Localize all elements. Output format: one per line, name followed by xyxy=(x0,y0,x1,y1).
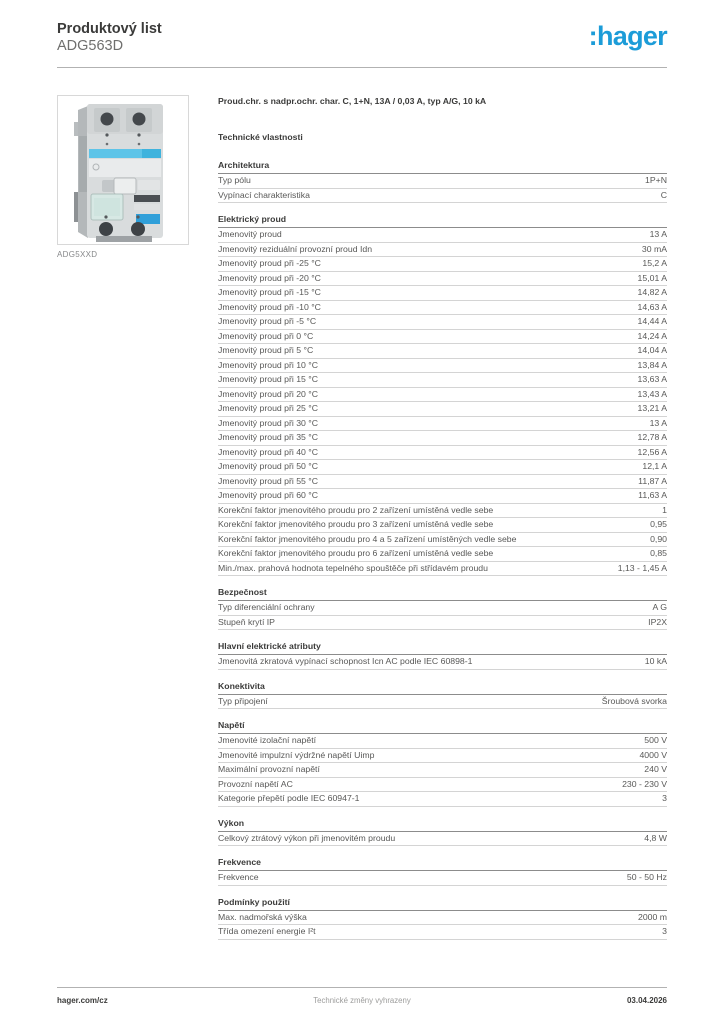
spec-value: 14,82 A xyxy=(637,287,667,297)
spec-row xyxy=(218,301,667,316)
spec-row xyxy=(218,344,667,359)
spec-label: Korekční faktor jmenovitého proudu pro 3 zařízení umístěná vedle sebe xyxy=(218,519,494,529)
spec-row xyxy=(218,749,667,764)
spec-row xyxy=(218,533,667,548)
section-rows xyxy=(218,871,667,886)
spec-label: Jmenovitý proud při 40 °C xyxy=(218,446,319,457)
spec-label: Frekvence xyxy=(218,872,259,882)
spec-label: Jmenovitý proud při 30 °C xyxy=(218,417,319,428)
spec-label: Korekční faktor jmenovitého proudu pro 6 zařízení umístěná vedle sebe xyxy=(218,548,494,558)
spec-section xyxy=(218,160,667,203)
spec-row xyxy=(218,315,667,330)
product-image-column xyxy=(57,95,191,259)
spec-row xyxy=(218,763,667,778)
spec-value: 15,2 A xyxy=(642,258,667,268)
spec-label: Jmenovitý proud při 20 °C xyxy=(218,388,319,399)
spec-value: 15,01 A xyxy=(637,272,667,283)
section-heading: Architektura xyxy=(218,160,667,174)
spec-label: Vypínací charakteristika xyxy=(218,189,310,200)
spec-row xyxy=(218,547,667,562)
spec-label: Stupeň krytí IP xyxy=(218,616,275,627)
spec-value: 240 V xyxy=(644,764,667,774)
spec-label: Typ připojení xyxy=(218,695,268,706)
spec-label: Jmenovitý proud při -15 °C xyxy=(218,287,321,297)
product-image xyxy=(57,95,189,245)
section-rows xyxy=(218,174,667,203)
section-rows xyxy=(218,734,667,807)
spec-value: 14,63 A xyxy=(637,301,667,312)
spec-label: Jmenovitý reziduální provozní proud Idn xyxy=(218,243,373,254)
spec-row xyxy=(218,174,667,189)
spec-value: 13 A xyxy=(649,417,667,428)
footer-divider xyxy=(57,987,667,988)
product-code: ADG563D xyxy=(57,38,124,54)
spec-content xyxy=(218,96,667,940)
spec-value: 1P+N xyxy=(645,175,667,185)
spec-row xyxy=(218,431,667,446)
section-rows xyxy=(218,601,667,630)
spec-value: 11,87 A xyxy=(638,475,667,486)
spec-label: Korekční faktor jmenovitého proudu pro 4 a 5 zařízení umístěných vedle sebe xyxy=(218,533,517,544)
section-heading: Frekvence xyxy=(218,857,667,871)
section-rows xyxy=(218,911,667,940)
spec-label: Jmenovitá zkratová vypínací schopnost Icn AC podle IEC 60898-1 xyxy=(218,656,473,666)
spec-label: Min./max. prahová hodnota tepelného spouštěče při střídavém proudu xyxy=(218,562,488,573)
spec-value: 3 xyxy=(662,926,667,936)
spec-row xyxy=(218,601,667,616)
spec-row xyxy=(218,655,667,670)
spec-label: Třída omezení energie I²t xyxy=(218,926,316,936)
tech-properties-title: Technické vlastnosti xyxy=(218,132,303,142)
spec-row xyxy=(218,871,667,886)
spec-row xyxy=(218,562,667,577)
circuit-breaker-illustration xyxy=(58,96,188,244)
spec-row xyxy=(218,460,667,475)
spec-label: Typ diferenciální ochrany xyxy=(218,602,315,612)
spec-label: Jmenovitý proud při 60 °C xyxy=(218,490,319,500)
spec-label: Jmenovitý proud xyxy=(218,229,282,239)
page-footer xyxy=(57,996,667,1005)
spec-row xyxy=(218,417,667,432)
spec-value: 11,63 A xyxy=(638,490,667,500)
spec-value: 14,44 A xyxy=(637,316,667,326)
section-heading: Bezpečnost xyxy=(218,587,667,601)
spec-label: Korekční faktor jmenovitého proudu pro 2 zařízení umístěná vedle sebe xyxy=(218,504,494,515)
hager-logo: :hager xyxy=(588,21,667,51)
spec-section xyxy=(218,857,667,886)
spec-section xyxy=(218,641,667,670)
section-heading: Hlavní elektrické atributy xyxy=(218,641,667,655)
spec-row xyxy=(218,286,667,301)
spec-row xyxy=(218,832,667,847)
spec-row xyxy=(218,925,667,940)
spec-value: 12,78 A xyxy=(637,432,667,442)
spec-row xyxy=(218,489,667,504)
spec-section xyxy=(218,587,667,630)
spec-label: Jmenovitý proud při -25 °C xyxy=(218,258,321,268)
spec-value: 4,8 W xyxy=(644,832,667,843)
spec-label: Typ pólu xyxy=(218,175,251,185)
section-heading: Elektrický proud xyxy=(218,214,667,228)
spec-value: 1,13 - 1,45 A xyxy=(617,562,667,573)
spec-label: Jmenovitý proud při 35 °C xyxy=(218,432,319,442)
spec-label: Jmenovitý proud při -20 °C xyxy=(218,272,321,283)
spec-label: Provozní napětí AC xyxy=(218,778,293,789)
section-heading: Podmínky použití xyxy=(218,897,667,911)
spec-label: Jmenovitý proud při 15 °C xyxy=(218,374,319,384)
spec-row xyxy=(218,330,667,345)
product-description: Proud.chr. s nadpr.ochr. char. C, 1+N, 13A / 0,03 A, typ A/G, 10 kA xyxy=(218,96,487,106)
spec-row xyxy=(218,518,667,533)
spec-row xyxy=(218,359,667,374)
spec-row xyxy=(218,475,667,490)
product-image-caption: ADG5XXD xyxy=(57,250,98,259)
spec-label: Jmenovité izolační napětí xyxy=(218,735,317,745)
section-rows xyxy=(218,832,667,847)
spec-value: 0,85 xyxy=(650,548,667,558)
section-heading: Výkon xyxy=(218,818,667,832)
spec-value: C xyxy=(660,189,667,200)
spec-label: Jmenovitý proud při 50 °C xyxy=(218,461,319,471)
spec-value: A G xyxy=(652,602,667,612)
footer-disclaimer: Technické změny vyhrazeny xyxy=(313,996,411,1005)
spec-section xyxy=(218,818,667,847)
spec-row xyxy=(218,272,667,287)
spec-label: Jmenovitý proud při -5 °C xyxy=(218,316,317,326)
spec-value: 4000 V xyxy=(639,749,667,760)
spec-value: 230 - 230 V xyxy=(622,778,667,789)
spec-section xyxy=(218,720,667,807)
spec-value: 13 A xyxy=(649,229,667,239)
header-divider xyxy=(57,67,667,68)
spec-row xyxy=(218,402,667,417)
footer-date: 03.04.2026 xyxy=(626,996,667,1005)
spec-row xyxy=(218,446,667,461)
spec-row xyxy=(218,695,667,710)
spec-value: 500 V xyxy=(644,735,667,745)
spec-label: Jmenovitý proud při 25 °C xyxy=(218,403,319,413)
spec-row xyxy=(218,792,667,807)
spec-row xyxy=(218,243,667,258)
spec-row xyxy=(218,778,667,793)
spec-value: 30 mA xyxy=(641,243,667,254)
spec-label: Jmenovitý proud při -10 °C xyxy=(218,301,321,312)
footer-website-link[interactable]: hager.com/cz xyxy=(57,996,108,1005)
section-rows xyxy=(218,228,667,576)
spec-label: Kategorie přepětí podle IEC 60947-1 xyxy=(218,793,360,803)
spec-value: 13,21 A xyxy=(637,403,667,413)
spec-label: Celkový ztrátový výkon při jmenovitém proudu xyxy=(218,832,396,843)
spec-row xyxy=(218,616,667,631)
spec-value: 14,24 A xyxy=(637,330,667,341)
spec-value: 13,84 A xyxy=(637,359,667,370)
doc-type-title: Produktový list xyxy=(57,21,162,37)
section-heading: Napětí xyxy=(218,720,667,734)
spec-label: Jmenovitý proud při 10 °C xyxy=(218,359,319,370)
spec-value: Šroubová svorka xyxy=(601,695,667,706)
spec-value: 13,63 A xyxy=(637,374,667,384)
section-rows xyxy=(218,695,667,710)
spec-label: Jmenovitý proud při 55 °C xyxy=(218,475,319,486)
spec-value: 0,90 xyxy=(650,533,667,544)
spec-section xyxy=(218,681,667,710)
spec-label: Jmenovitý proud při 5 °C xyxy=(218,345,314,355)
spec-value: 13,43 A xyxy=(637,388,667,399)
spec-value: 0,95 xyxy=(650,519,667,529)
spec-row xyxy=(218,388,667,403)
spec-value: 3 xyxy=(662,793,667,803)
spec-section xyxy=(218,897,667,940)
spec-value: 12,56 A xyxy=(637,446,667,457)
spec-label: Maximální provozní napětí xyxy=(218,764,320,774)
section-rows xyxy=(218,655,667,670)
spec-value: 12,1 A xyxy=(642,461,667,471)
spec-sections xyxy=(218,160,667,940)
spec-value: 1 xyxy=(662,504,667,515)
spec-value: 14,04 A xyxy=(637,345,667,355)
spec-value: 50 - 50 Hz xyxy=(626,872,667,882)
spec-value: IP2X xyxy=(648,616,667,627)
spec-row xyxy=(218,189,667,204)
spec-label: Jmenovité impulzní výdržné napětí Uimp xyxy=(218,749,375,760)
spec-row xyxy=(218,228,667,243)
spec-label: Jmenovitý proud při 0 °C xyxy=(218,330,314,341)
spec-row xyxy=(218,373,667,388)
spec-row xyxy=(218,734,667,749)
spec-section xyxy=(218,214,667,576)
spec-row xyxy=(218,257,667,272)
spec-row xyxy=(218,504,667,519)
spec-row xyxy=(218,911,667,926)
page-header xyxy=(57,21,667,67)
spec-label: Max. nadmořská výška xyxy=(218,911,307,922)
spec-value: 10 kA xyxy=(644,656,667,666)
section-heading: Konektivita xyxy=(218,681,667,695)
spec-value: 2000 m xyxy=(638,911,667,922)
